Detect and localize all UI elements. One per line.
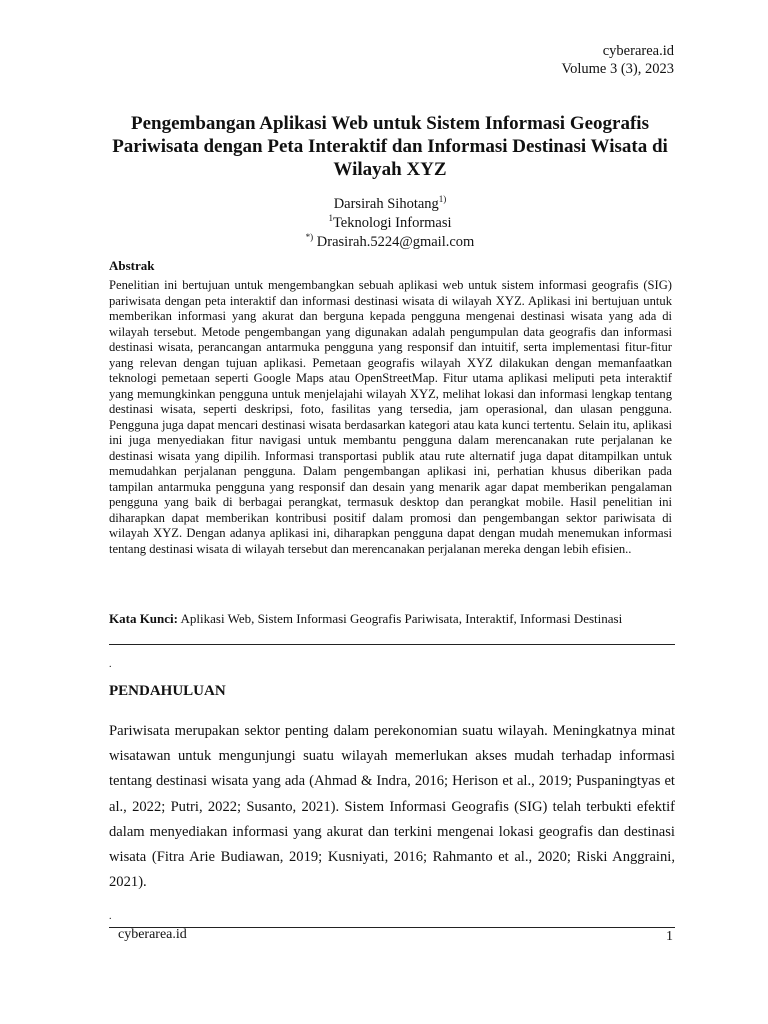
section-heading: PENDAHULUAN <box>109 683 226 699</box>
affiliation-line <box>150 214 630 233</box>
affiliation-sup: 1 <box>328 213 333 223</box>
author-email: Drasirah.5224@gmail.com <box>316 234 475 250</box>
paper-title: Pengembangan Aplikasi Web untuk Sistem Informasi Geografis Pariwisata dengan Peta Interaktif dan Informasi Destinasi Wisata di Wilayah XYZ <box>112 113 668 180</box>
journal-name: cyberarea.id <box>602 43 674 59</box>
author-name: Darsirah Sihotang <box>333 196 439 212</box>
abstract-heading: Abstrak <box>109 258 155 273</box>
running-header <box>561 42 674 78</box>
abstract-divider <box>109 644 675 645</box>
footer-dot: . <box>109 911 112 922</box>
author-sup: 1) <box>438 194 447 204</box>
keywords <box>109 611 672 627</box>
email-sup: *) <box>305 232 314 242</box>
volume-info: Volume 3 (3), 2023 <box>561 61 674 77</box>
affiliation: Teknologi Informasi <box>332 215 452 231</box>
author-block <box>150 195 630 252</box>
keywords-text: Aplikasi Web, Sistem Informasi Geografis Pariwisata, Interaktif, Informasi Destinasi <box>180 611 623 626</box>
body-paragraph: Pariwisata merupakan sektor penting dalam perekonomian suatu wilayah. Meningkatnya minat wisatawan untuk mengunjungi suatu wilayah memerlukan akses mudah terhadap informasi tentang destinasi wisata yang ada (Ahmad & Indra, 2016; Herison et al., 2019; Puspaningtyas et al., 2022; Putri, 2022; Susanto, 2021). Sistem Informasi Geografis (SIG) telah terbukti efektif dalam menyediakan informasi yang akurat dan terkini mengenai lokasi geografis dan destinasi wisata (Fitra Arie Budiawan, 2019; Kusniyati, 2016; Rahmanto et al., 2020; Riski Anggraini, 2021). <box>109 723 675 891</box>
email-line <box>150 233 630 252</box>
author-line <box>150 195 630 214</box>
footer-divider <box>109 927 675 928</box>
keywords-label: Kata Kunci: <box>109 611 178 626</box>
stray-dot: . <box>109 659 112 670</box>
footer-site: cyberarea.id <box>118 927 187 942</box>
abstract-text: Penelitian ini bertujuan untuk mengembangkan sebuah aplikasi web untuk sistem informasi geografis (SIG) pariwisata dengan peta interaktif dan informasi destinasi wisata di wilayah XYZ. Aplikasi ini bertujuan untuk memberikan informasi yang akurat dan berguna kepada pengguna mengenai destinasi wisata yang ada di wilayah tersebut. Metode pengembangan yang digunakan adalah pengumpulan data geografis dan informasi destinasi wisata, perancangan antarmuka pengguna yang responsif dan intuitif, serta implementasi fitur-fitur yang relevan dengan tujuan aplikasi. Pemetaan geografis wilayah XYZ dilakukan dengan memanfaatkan teknologi pemetaan seperti Google Maps atau OpenStreetMap. Fitur utama aplikasi meliputi peta interaktif yang memungkinkan pengguna untuk menjelajahi wilayah XYZ, melihat lokasi dan informasi lengkap tentang destinasi wisata, seperti deskripsi, foto, fasilitas yang tersedia, jam operasional, dan ulasan pengguna. Pengguna juga dapat mencari destinasi wisata berdasarkan kategori atau kata kunci tertentu. Selain itu, aplikasi ini juga menyediakan fitur navigasi untuk membantu pengguna dalam merencanakan rute perjalanan ke destinasi wisata yang dipilih. Informasi transportasi publik atau rute alternatif juga dapat ditampilkan untuk memudahkan perjalanan pengguna. Dalam pengembangan aplikasi ini, perhatian khusus diberikan pada tampilan antarmuka pengguna yang responsif dan desain yang menarik agar dapat memberikan pengalaman pengguna yang baik di berbagai perangkat, termasuk desktop dan perangkat mobile. Hasil penelitian ini diharapkan dapat memberikan kontribusi positif dalam promosi dan pengembangan sektor pariwisata di wilayah XYZ. Dengan adanya aplikasi ini, diharapkan pengguna dapat dengan mudah menemukan informasi tentang destinasi wisata di wilayah tersebut dan merencanakan perjalanan mereka dengan lebih efisien.. <box>109 278 672 556</box>
page-number: 1 <box>666 929 673 944</box>
